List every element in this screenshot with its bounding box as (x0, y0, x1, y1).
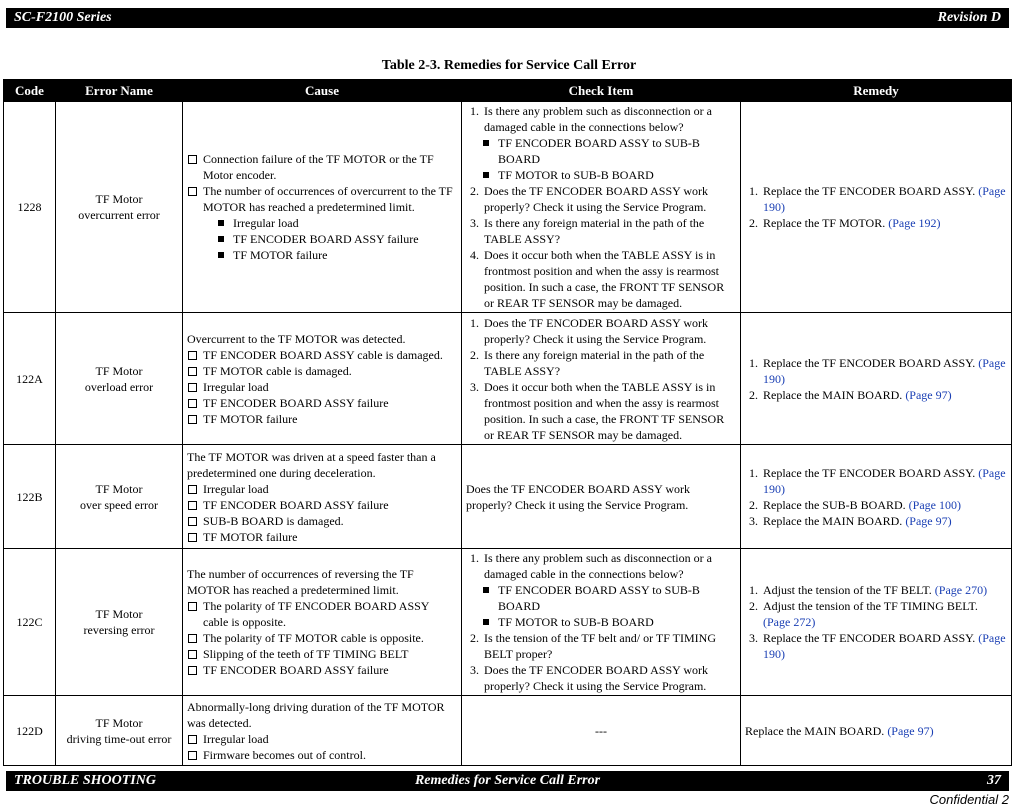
table-row (4, 102, 1012, 313)
cause-intro: The TF MOTOR was driven at a speed faster than a predetermined one during deceleration. (187, 449, 436, 480)
error-name-line: TF Motor (95, 715, 143, 730)
check-text: Does it occur both when the TABLE ASSY is in frontmost position and when the assy is rearmost position. In such a case, the FRONT TF SENSOR or REAR TF SENSOR may be damaged. (484, 248, 725, 310)
cause-cell (183, 313, 462, 445)
error-code-cell: 122D (4, 696, 56, 766)
cause-sub-list (217, 215, 457, 263)
error-name-cell (56, 549, 183, 696)
remedy-text: Replace the SUB-B BOARD. (763, 497, 906, 512)
remedy-item (761, 465, 1007, 497)
cause-item (187, 363, 457, 379)
col-header-cause: Cause (183, 80, 462, 102)
check-item-cell (462, 696, 741, 766)
revision-label: Revision D (937, 10, 1001, 25)
check-item (482, 247, 736, 311)
check-item (482, 215, 736, 247)
error-code-cell: 122B (4, 445, 56, 549)
check-item-cell (462, 445, 741, 549)
series-title: SC-F2100 Series (14, 10, 112, 25)
error-code-cell: 122C (4, 549, 56, 696)
cause-item (187, 598, 457, 630)
check-item (482, 183, 736, 215)
check-text: Is there any foreign material in the path of the TABLE ASSY? (484, 347, 705, 378)
check-text: Does the TF ENCODER BOARD ASSY work properly? Check it using the Service Program. (484, 184, 709, 214)
cause-item (187, 411, 457, 427)
remedy-list (745, 582, 1007, 662)
cause-item (187, 497, 457, 513)
remedy-item (761, 513, 1007, 529)
cause-text: TF MOTOR failure (203, 529, 298, 544)
remedy-text: Replace the TF ENCODER BOARD ASSY. (763, 631, 976, 645)
error-name-line: overload error (84, 379, 154, 394)
check-sub-item: TF ENCODER BOARD ASSY to SUB-B BOARD (482, 582, 736, 614)
check-sub-item: TF MOTOR to SUB-B BOARD (482, 614, 736, 630)
cause-cell (183, 696, 462, 766)
check-list (466, 103, 736, 311)
check-text: Is there any problem such as disconnection or a damaged cable in the connections below? (484, 551, 712, 581)
remedy-item (761, 387, 1007, 403)
cause-list (187, 731, 457, 763)
page-number: 37 (987, 773, 1001, 788)
cause-sub-item: TF ENCODER BOARD ASSY failure (217, 231, 457, 247)
table-body (4, 102, 1012, 766)
remedy-text: Replace the TF MOTOR. (763, 216, 886, 230)
cause-sub-item: TF MOTOR failure (217, 247, 457, 263)
check-item-cell (462, 313, 741, 445)
remedy-line (745, 723, 1007, 739)
cause-item (187, 395, 457, 411)
error-name-line: TF Motor (95, 607, 143, 621)
check-item (482, 347, 736, 379)
check-text: --- (595, 723, 607, 738)
page-link[interactable]: (Page 97) (905, 513, 952, 528)
check-item (482, 315, 736, 347)
confidential-mark: Confidential 2 (929, 792, 1009, 807)
table-row (4, 696, 1012, 766)
error-name-cell (56, 313, 183, 445)
remedy-cell (741, 549, 1012, 696)
error-code-cell: 1228 (4, 102, 56, 313)
check-item-cell (462, 549, 741, 696)
cause-item (187, 513, 457, 529)
page-link[interactable]: (Page 272) (763, 615, 816, 629)
cause-sub-item: Irregular load (217, 215, 457, 231)
cause-text: The number of occurrences of overcurrent to the TF MOTOR has reached a predetermined limit. (203, 184, 453, 214)
check-text: Is there any problem such as disconnection or a damaged cable in the connections below? (484, 104, 712, 134)
check-text: Does it occur both when the TABLE ASSY is in frontmost position and when the assy is rearmost position. In such a case, the FRONT TF SENSOR or REAR TF SENSOR may be damaged. (484, 379, 725, 442)
error-code-cell: 122A (4, 313, 56, 445)
remedy-item (761, 497, 1007, 513)
error-name-line: over speed error (80, 497, 158, 512)
remedy-list (745, 183, 1007, 231)
remedy-text: Replace the MAIN BOARD. (745, 723, 885, 738)
cause-list (187, 151, 457, 263)
cause-item (187, 646, 457, 662)
check-item-cell (462, 102, 741, 313)
page-link[interactable]: (Page 100) (908, 497, 961, 512)
cause-cell (183, 102, 462, 313)
check-text: Does the TF ENCODER BOARD ASSY work properly? Check it using the Service Program. (484, 663, 709, 693)
remedy-cell (741, 445, 1012, 549)
table-row (4, 313, 1012, 445)
page-link[interactable]: (Page 192) (888, 216, 941, 230)
remedy-list (745, 465, 1007, 529)
cause-item (187, 151, 457, 183)
cause-item (187, 379, 457, 395)
cause-text: Irregular load (203, 379, 269, 394)
remedy-item (761, 355, 1007, 387)
error-name-cell (56, 102, 183, 313)
cause-item (187, 662, 457, 678)
cause-list (187, 347, 457, 427)
cause-text: Connection failure of the TF MOTOR or the TF Motor encoder. (203, 152, 434, 182)
check-text: Does the TF ENCODER BOARD ASSY work properly? Check it using the Service Program. (484, 315, 709, 346)
cause-item (187, 183, 457, 263)
cause-text: SUB-B BOARD is damaged. (203, 513, 344, 528)
cause-text: TF ENCODER BOARD ASSY failure (203, 395, 389, 410)
cause-list (187, 598, 457, 678)
check-item (482, 103, 736, 183)
cause-item (187, 731, 457, 747)
cause-item (187, 529, 457, 545)
cause-text: The polarity of TF MOTOR cable is opposite. (203, 631, 424, 645)
page-link[interactable]: (Page 190) (763, 355, 1006, 386)
remedy-text: Replace the MAIN BOARD. (763, 387, 903, 402)
remedy-item (761, 582, 1007, 598)
error-name-cell (56, 696, 183, 766)
check-list (466, 550, 736, 694)
col-header-check-item: Check Item (462, 80, 741, 102)
check-sub-item: TF ENCODER BOARD ASSY to SUB-B BOARD (482, 135, 736, 167)
cause-text: TF ENCODER BOARD ASSY failure (203, 663, 389, 677)
table-row (4, 445, 1012, 549)
cause-cell (183, 549, 462, 696)
remedy-item (761, 630, 1007, 662)
cause-list (187, 481, 457, 545)
cause-item (187, 747, 457, 763)
cause-text: The polarity of TF ENCODER BOARD ASSY cable is opposite. (203, 599, 430, 629)
cause-item (187, 347, 457, 363)
page-link[interactable]: (Page 270) (934, 583, 988, 597)
cause-text: Firmware becomes out of control. (203, 747, 366, 762)
remedy-cell (741, 313, 1012, 445)
remedy-text: Adjust the tension of the TF TIMING BELT. (763, 599, 978, 613)
footer-section: TROUBLE SHOOTING (14, 773, 156, 788)
cause-item (187, 481, 457, 497)
remedy-item (761, 183, 1007, 215)
remedy-cell (741, 696, 1012, 766)
table-title: Table 2-3. Remedies for Service Call Error (381, 58, 637, 73)
error-name-cell (56, 445, 183, 549)
remedy-text: Replace the TF ENCODER BOARD ASSY. (763, 184, 976, 198)
remedy-cell (741, 102, 1012, 313)
header-bar (6, 8, 1009, 28)
cause-text: TF ENCODER BOARD ASSY cable is damaged. (203, 347, 443, 362)
cause-text: Slipping of the teeth of TF TIMING BELT (203, 647, 409, 661)
check-item (482, 379, 736, 443)
cause-text: TF MOTOR cable is damaged. (203, 363, 352, 378)
table-header-row (4, 80, 1012, 102)
remedies-table (3, 79, 1012, 766)
cause-intro: The number of occurrences of reversing the TF MOTOR has reached a predetermined limit. (187, 567, 414, 597)
error-name-line: TF Motor (95, 363, 143, 378)
error-name-line: TF Motor (95, 192, 143, 206)
check-sub-list (482, 582, 736, 630)
check-list (466, 315, 736, 443)
cause-text: Irregular load (203, 731, 269, 746)
remedy-item (761, 598, 1007, 630)
remedy-item (761, 215, 1007, 231)
page-link[interactable]: (Page 190) (763, 465, 1006, 496)
page-link[interactable]: (Page 190) (763, 631, 1006, 661)
error-name-line: driving time-out error (66, 731, 172, 746)
page-link[interactable]: (Page 97) (905, 387, 952, 402)
check-text: Does the TF ENCODER BOARD ASSY work properly? Check it using the Service Program. (466, 481, 691, 512)
cause-text: TF ENCODER BOARD ASSY failure (203, 497, 389, 512)
remedy-text: Replace the TF ENCODER BOARD ASSY. (763, 465, 976, 480)
check-item (482, 662, 736, 694)
error-name-line: reversing error (83, 623, 155, 637)
check-sub-item: TF MOTOR to SUB-B BOARD (482, 167, 736, 183)
footer-bar (6, 771, 1009, 791)
check-text: Is the tension of the TF belt and/ or TF TIMING BELT proper? (484, 631, 716, 661)
page-link[interactable]: (Page 97) (887, 723, 934, 738)
col-header-error-name: Error Name (56, 80, 183, 102)
col-header-remedy: Remedy (741, 80, 1012, 102)
remedy-list (745, 355, 1007, 403)
cause-text: Irregular load (203, 481, 269, 496)
check-item (482, 630, 736, 662)
check-sub-list (482, 135, 736, 183)
cause-item (187, 630, 457, 646)
remedy-text: Adjust the tension of the TF BELT. (763, 583, 932, 597)
check-item (482, 550, 736, 630)
error-name-line: TF Motor (95, 481, 143, 496)
cause-intro: Overcurrent to the TF MOTOR was detected. (187, 331, 406, 346)
page-link[interactable]: (Page 190) (763, 184, 1006, 214)
footer-title: Remedies for Service Call Error (414, 773, 601, 788)
cause-intro: Abnormally-long driving duration of the TF MOTOR was detected. (187, 699, 445, 730)
check-text: Is there any foreign material in the path of the TABLE ASSY? (484, 216, 705, 246)
table-row (4, 549, 1012, 696)
remedy-text: Replace the MAIN BOARD. (763, 513, 903, 528)
cause-text: TF MOTOR failure (203, 411, 298, 426)
col-header-code: Code (4, 80, 56, 102)
remedy-text: Replace the TF ENCODER BOARD ASSY. (763, 355, 976, 370)
cause-cell (183, 445, 462, 549)
error-name-line: overcurrent error (78, 208, 160, 222)
